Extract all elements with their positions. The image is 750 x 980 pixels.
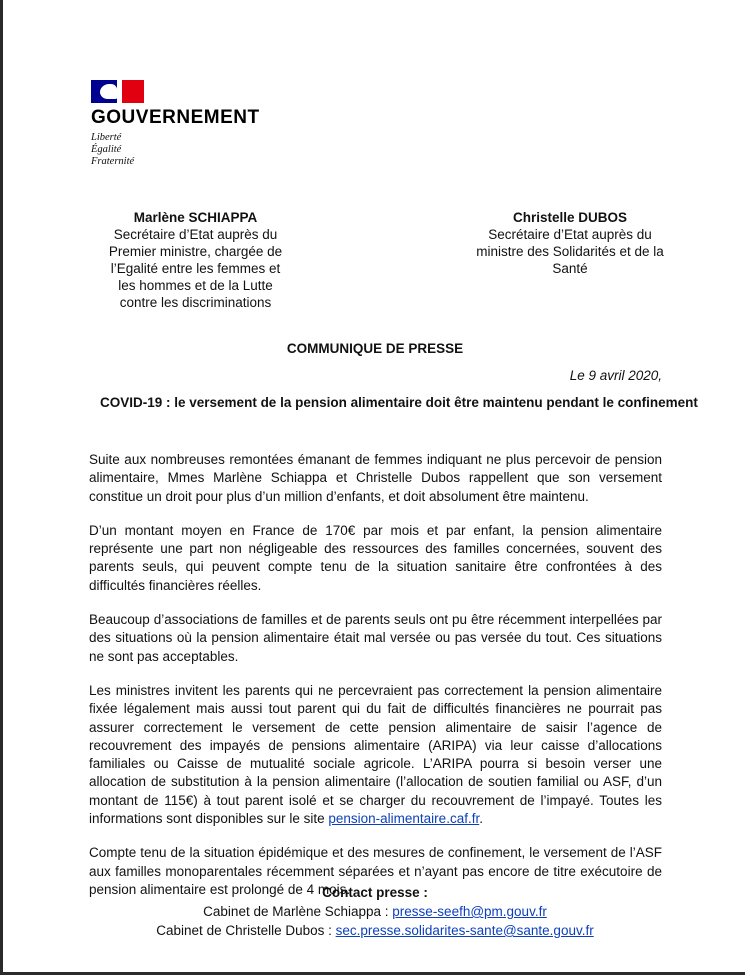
paragraph: Compte tenu de la situation épidémique et des mesures de confinement, le versement de l’ASF aux familles monoparentales récemment séparées et n’ayant pas encore de titre exécutoire de pension alimentaire est prolongé de 4 mois.: [89, 845, 662, 897]
signatory-role-line: les hommes et de la Lutte: [118, 278, 273, 293]
signatory-name: Christelle DUBOS: [512, 210, 628, 225]
contact-line: [0, 902, 750, 921]
paragraph: Suite aux nombreuses remontées émanant de femmes indiquant ne plus percevoir de pension alimentaire, Mmes Marlène Schiappa et Christelle Dubos rappellent que son versement constitue un droit pour plus d’un million d’enfants, et doit absolument être maintenu.: [89, 452, 662, 504]
signatory-role-line: l’Egalité entre les femmes et: [110, 261, 281, 276]
paragraph: Beaucoup d’associations de familles et de parents seuls ont pu être récemment interpellées par des situations où la pension alimentaire était mal versée ou pas versée du tout. Ces situations ne sont pas acceptables.: [89, 612, 662, 664]
marianne-flag-icon: [91, 80, 144, 103]
paragraph-text: Les ministres invitent les parents qui ne percevraient pas correctement la pension alimentaire fixée légalement mais aussi tout parent qui du fait de difficultés financières ne pourrait pas assurer correctement le versement de cette pension alimentaire de saisir l’agence de recouvrement des impayés de pensions alimentaire (ARIPA) via leur caisse d’allocations familiales ou Caisse de mutualité sociale agricole. L’ARIPA pourra si besoin verser une allocation de substitution à la pension alimentaire (l’allocation de soutien familial ou ASF, d’un montant de 115€) à tout parent isolé et se charger du recouvrement de l’impayé. Toutes les informations sont disponibles sur le site: [89, 682, 662, 827]
body-text: [89, 451, 662, 915]
email-link-dubos[interactable]: sec.presse.solidarites-sante@sante.gouv.fr: [335, 923, 594, 938]
contact-label: Cabinet de Marlène Schiappa :: [203, 904, 393, 919]
contacts-title: Contact presse :: [322, 885, 428, 900]
contact-line: [0, 921, 750, 940]
signatory-role-line: ministre des Solidarités et de la: [476, 244, 664, 259]
signatory-schiappa: [98, 209, 293, 311]
paragraph: [89, 682, 662, 828]
paragraph: D’un montant moyen en France de 170€ par mois et par enfant, la pension alimentaire représente une part non négligeable des ressources des familles concernées, souvent des parents seuls, qui peuvent compte tenu de la situation sanitaire être confrontées à des difficultés financières réelles.: [89, 522, 662, 593]
press-release-title: COMMUNIQUE DE PRESSE: [286, 341, 464, 356]
signatory-role-line: contre les discriminations: [119, 295, 272, 310]
contact-label: Cabinet de Christelle Dubos :: [156, 923, 336, 938]
signatory-name: Marlène SCHIAPPA: [133, 210, 258, 225]
republic-motto: [91, 132, 260, 168]
release-date: Le 9 avril 2020,: [569, 368, 662, 383]
email-link-schiappa[interactable]: presse-seefh@pm.gouv.fr: [392, 904, 547, 919]
signatory-role-line: Santé: [552, 261, 588, 276]
signatory-dubos: [470, 209, 670, 277]
motto-line: Fraternité: [91, 156, 135, 167]
motto-line: Égalité: [91, 144, 122, 155]
caf-website-link[interactable]: pension-alimentaire.caf.fr: [328, 811, 480, 827]
signatory-role-line: Premier ministre, chargée de: [108, 244, 283, 259]
signatory-role-line: Secrétaire d’Etat auprès du: [488, 227, 652, 242]
motto-line: Liberté: [91, 132, 122, 143]
headline: COVID-19 : le versement de la pension alimentaire doit être maintenu pendant le confinement: [100, 395, 698, 410]
government-logo: [91, 80, 260, 168]
gouvernement-wordmark: GOUVERNEMENT: [91, 107, 260, 128]
press-contacts: [0, 883, 750, 940]
paragraph-end: .: [479, 811, 483, 827]
signatory-role-line: Secrétaire d’Etat auprès du: [113, 227, 278, 242]
